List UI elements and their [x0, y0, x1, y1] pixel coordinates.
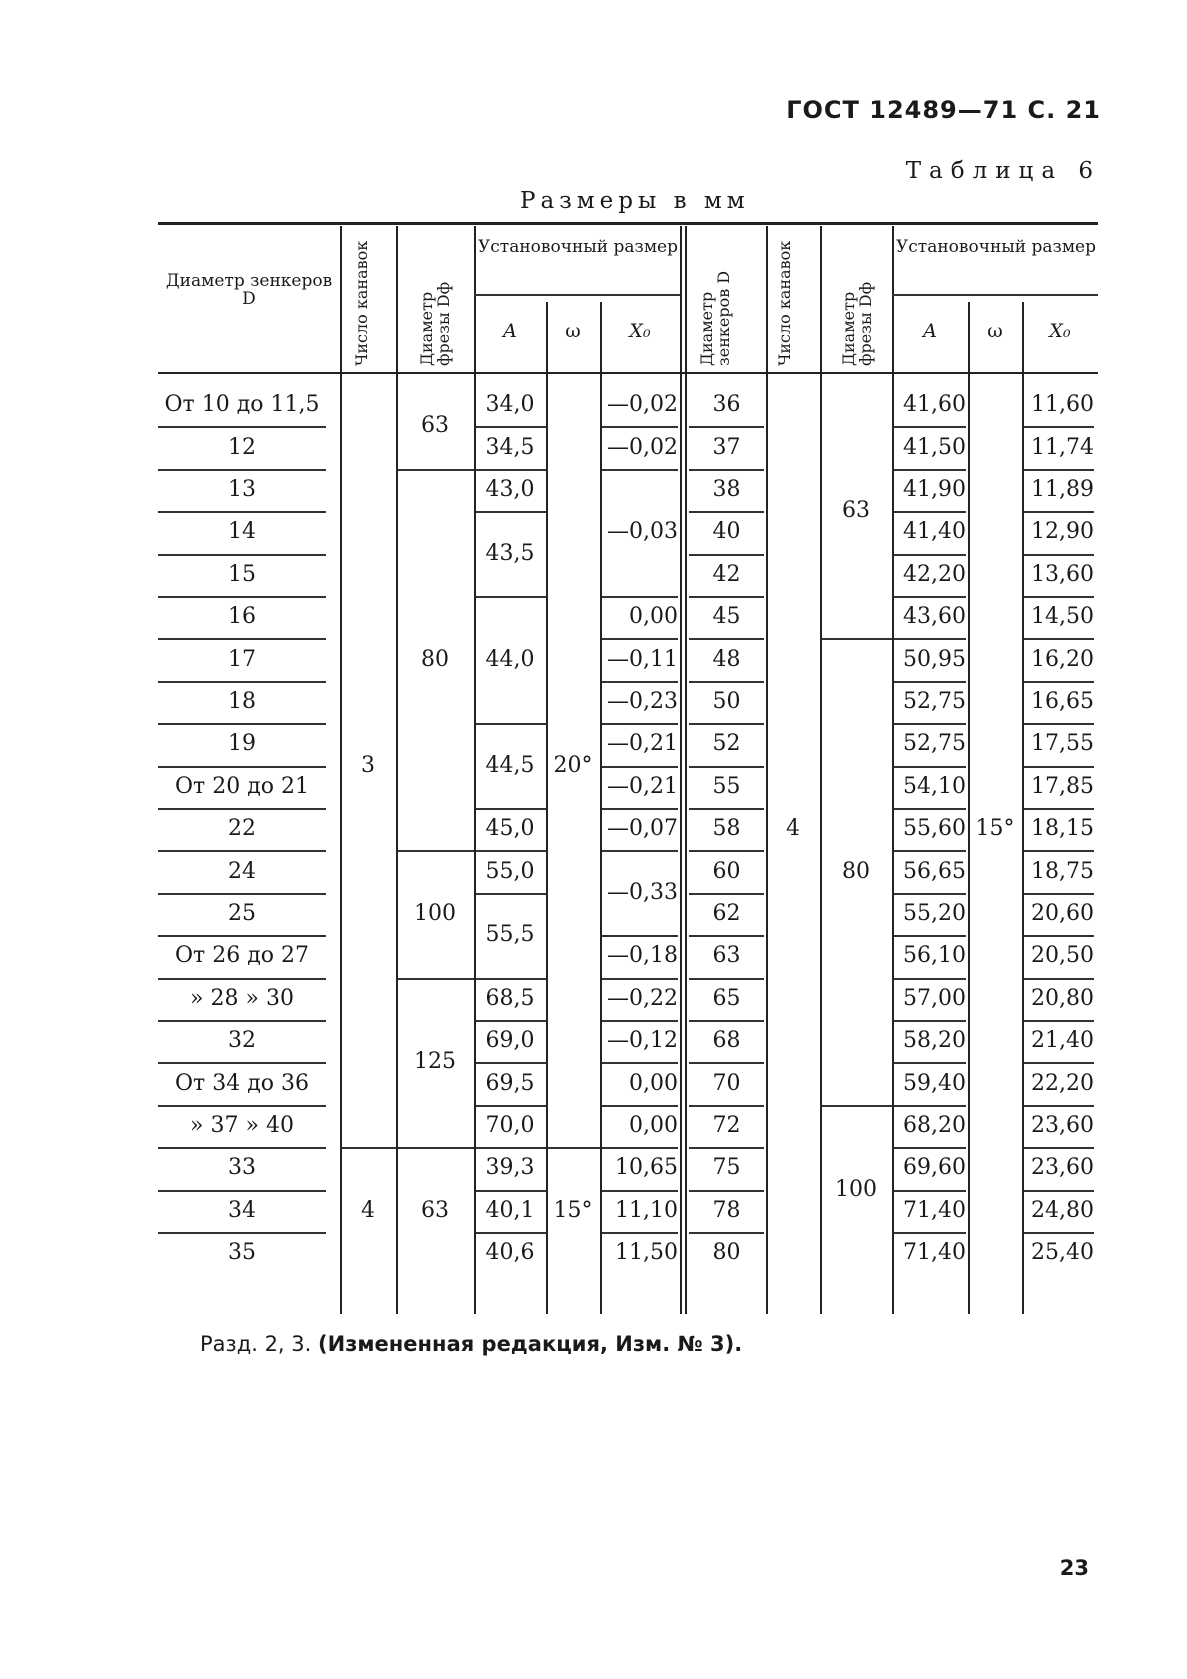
row-rule — [476, 469, 546, 471]
row-rule — [476, 893, 546, 895]
table-cell-diam2: 48 — [712, 646, 741, 672]
col-divider-double — [680, 226, 682, 1314]
row-rule — [476, 723, 546, 725]
table-cell-omega: 20° — [553, 752, 593, 778]
row-rule — [894, 766, 966, 768]
table-cell-a2: 55,60 — [903, 816, 966, 842]
col-header-a2: A — [923, 320, 937, 342]
row-rule — [602, 1105, 678, 1107]
row-rule — [398, 469, 474, 471]
table-cell-diam2: 42 — [712, 561, 741, 587]
row-rule — [894, 723, 966, 725]
table-cell-x02: 17,55 — [1031, 731, 1094, 757]
table-cell-diam: 13 — [228, 477, 256, 502]
row-rule — [476, 850, 546, 852]
table-cell-a: 45,0 — [485, 816, 535, 842]
table-cell-diam2: 58 — [712, 816, 741, 842]
row-rule — [398, 978, 474, 980]
table-cell-diam2: 78 — [712, 1197, 741, 1223]
table-cell-x02: 24,80 — [1031, 1197, 1094, 1223]
row-rule — [1024, 1105, 1094, 1107]
table-cell-a2: 41,90 — [903, 477, 966, 502]
units-caption: Размеры в мм — [520, 188, 750, 214]
row-rule — [1024, 723, 1094, 725]
table-cell-x0: —0,11 — [607, 646, 678, 672]
row-rule — [894, 469, 966, 471]
table-cell-x0: —0,21 — [607, 731, 678, 757]
row-rule — [158, 1020, 326, 1022]
row-rule — [822, 638, 892, 640]
row-rule — [476, 978, 546, 980]
col-header-omega: ω — [565, 320, 581, 342]
row-rule — [158, 1190, 326, 1192]
table-cell-diam2: 45 — [712, 604, 741, 630]
table-cell-diam2: 62 — [712, 901, 741, 926]
col-header-setting: Установочный размер — [477, 237, 678, 257]
row-rule — [689, 893, 764, 895]
row-rule — [1024, 426, 1094, 428]
row-rule — [689, 808, 764, 810]
col-header-cutter: Диаметр фрезы Dф — [417, 281, 453, 366]
row-rule — [1024, 554, 1094, 556]
table-cell-a2: 71,40 — [903, 1240, 966, 1266]
row-rule — [158, 808, 326, 810]
table-header-rule — [158, 372, 1098, 374]
document-reference: ГОСТ 12489—71 С. 21 — [786, 96, 1101, 124]
row-rule — [822, 1105, 892, 1107]
table-cell-cutter: 80 — [421, 646, 449, 672]
table-cell-x0: —0,21 — [607, 773, 678, 799]
table-cell-diam: От 34 до 36 — [175, 1070, 309, 1096]
table-cell-x0: —0,02 — [607, 392, 678, 418]
table-cell-grooves: 3 — [361, 752, 375, 778]
row-rule — [689, 1062, 764, 1064]
row-rule — [602, 469, 678, 471]
row-rule — [1024, 1147, 1094, 1149]
table-cell-a: 34,5 — [485, 434, 535, 460]
row-rule — [158, 978, 326, 980]
table-cell-a2: 52,75 — [903, 689, 966, 714]
row-rule — [476, 808, 546, 810]
row-rule — [689, 935, 764, 937]
table-cell-grooves: 4 — [361, 1197, 375, 1223]
table-cell-diam: От 10 до 11,5 — [164, 392, 320, 418]
row-rule — [689, 766, 764, 768]
row-rule — [602, 723, 678, 725]
table-cell-a: 40,1 — [485, 1197, 535, 1223]
row-rule — [1024, 978, 1094, 980]
table-cell-diam2: 68 — [712, 1028, 741, 1054]
row-rule — [602, 681, 678, 683]
table-cell-x02: 20,80 — [1031, 985, 1094, 1011]
table-cell-x02: 11,60 — [1031, 392, 1094, 418]
table-cell-x02: 20,60 — [1031, 901, 1094, 926]
table-cell-diam2: 60 — [712, 858, 741, 884]
row-rule — [689, 1232, 764, 1234]
table-cell-x02: 22,20 — [1031, 1070, 1094, 1096]
setting-subrule — [892, 294, 1098, 296]
row-rule — [602, 426, 678, 428]
row-rule — [1024, 766, 1094, 768]
table-cell-x02: 11,89 — [1031, 477, 1094, 502]
row-rule — [1024, 681, 1094, 683]
table-cell-cutter: 63 — [421, 413, 449, 439]
table-cell-a: 68,5 — [485, 985, 535, 1011]
table-cell-diam: 25 — [228, 901, 256, 926]
table-cell-diam2: 50 — [712, 689, 741, 714]
row-rule — [398, 850, 474, 852]
table-cell-diam: 33 — [228, 1155, 256, 1181]
table-cell-diam2: 55 — [712, 773, 741, 799]
table-cell-x02: 20,50 — [1031, 943, 1094, 969]
table-cell-omega2: 15° — [975, 816, 1015, 842]
table-cell-a2: 42,20 — [903, 561, 966, 587]
table-cell-diam2: 65 — [712, 985, 741, 1011]
table-cell-diam: » 37 » 40 — [190, 1113, 294, 1138]
table-cell-x02: 23,60 — [1031, 1155, 1094, 1181]
table-cell-a: 40,6 — [485, 1240, 535, 1266]
row-rule — [476, 1020, 546, 1022]
table-cell-cutter: 100 — [414, 901, 456, 926]
row-rule — [689, 850, 764, 852]
row-rule — [689, 469, 764, 471]
table-cell-a2: 58,20 — [903, 1028, 966, 1054]
row-rule — [1024, 1190, 1094, 1192]
row-rule — [689, 638, 764, 640]
table-cell-x02: 16,20 — [1031, 646, 1094, 672]
table-cell-diam: От 26 до 27 — [175, 943, 309, 969]
row-rule — [894, 808, 966, 810]
table-cell-a: 55,5 — [485, 922, 535, 948]
row-rule — [894, 893, 966, 895]
col-header-grooves2: Число канавок — [775, 240, 794, 366]
row-rule — [689, 554, 764, 556]
col-header-a: A — [503, 320, 517, 342]
col-header-x02: X₀ — [1049, 320, 1071, 342]
col-divider — [968, 302, 970, 1314]
col-divider — [892, 226, 894, 1314]
row-rule — [894, 596, 966, 598]
table-cell-x02: 14,50 — [1031, 604, 1094, 630]
table-cell-a2: 56,65 — [903, 858, 966, 884]
row-rule — [894, 978, 966, 980]
row-rule — [689, 426, 764, 428]
table-cell-x0: —0,23 — [607, 689, 678, 714]
col-header-setting2: Установочный размер — [895, 237, 1096, 257]
table-cell-x0: —0,33 — [607, 879, 678, 905]
row-rule — [158, 638, 326, 640]
table-cell-x02: 23,60 — [1031, 1113, 1094, 1138]
table-cell-x02: 13,60 — [1031, 561, 1094, 587]
table-cell-diam: 34 — [228, 1197, 256, 1223]
col-divider — [820, 226, 822, 1314]
row-rule — [602, 808, 678, 810]
col-divider — [766, 226, 768, 1314]
row-rule — [158, 469, 326, 471]
row-rule — [158, 554, 326, 556]
table-number: Таблица 6 — [905, 158, 1101, 184]
row-rule — [342, 1147, 396, 1149]
table-cell-a2: 54,10 — [903, 773, 966, 799]
row-rule — [894, 681, 966, 683]
table-cell-a: 70,0 — [485, 1113, 535, 1138]
table-cell-grooves2: 4 — [786, 816, 800, 842]
table-cell-diam: 32 — [228, 1028, 256, 1054]
table-cell-a2: 69,60 — [903, 1155, 966, 1181]
table-cell-diam2: 38 — [712, 477, 741, 502]
row-rule — [689, 978, 764, 980]
row-rule — [158, 681, 326, 683]
table-cell-x0: 0,00 — [629, 604, 678, 630]
table-cell-a2: 56,10 — [903, 943, 966, 969]
row-rule — [476, 1062, 546, 1064]
row-rule — [1024, 469, 1094, 471]
row-rule — [398, 1147, 474, 1149]
row-rule — [602, 1147, 678, 1149]
row-rule — [894, 1232, 966, 1234]
table-cell-x0: 10,65 — [615, 1155, 678, 1181]
table-cell-a: 44,5 — [485, 752, 535, 778]
table-cell-x02: 25,40 — [1031, 1240, 1094, 1266]
row-rule — [158, 766, 326, 768]
table-cell-a2: 41,50 — [903, 434, 966, 460]
table-cell-diam2: 80 — [712, 1240, 741, 1266]
table-cell-x0: 11,10 — [615, 1197, 678, 1223]
col-divider — [546, 302, 548, 1314]
row-rule — [158, 935, 326, 937]
table-cell-diam: 19 — [228, 731, 256, 757]
table-cell-a: 43,0 — [485, 477, 535, 502]
row-rule — [894, 426, 966, 428]
table-cell-diam2: 52 — [712, 731, 741, 757]
table-cell-a: 55,0 — [485, 858, 535, 884]
row-rule — [158, 596, 326, 598]
col-header-cutter2: Диаметр фрезы Dф — [839, 281, 875, 366]
table-cell-omega: 15° — [553, 1197, 593, 1223]
row-rule — [158, 723, 326, 725]
table-cell-a2: 52,75 — [903, 731, 966, 757]
row-rule — [158, 1232, 326, 1234]
col-header-x0: X₀ — [629, 320, 651, 342]
table-cell-diam: 18 — [228, 689, 256, 714]
row-rule — [602, 1020, 678, 1022]
row-rule — [476, 426, 546, 428]
row-rule — [689, 1190, 764, 1192]
setting-subrule — [474, 294, 680, 296]
row-rule — [476, 1105, 546, 1107]
row-rule — [602, 596, 678, 598]
table-cell-diam: 24 — [228, 858, 256, 884]
row-rule — [602, 850, 678, 852]
table-cell-x02: 18,15 — [1031, 816, 1094, 842]
table-cell-x02: 18,75 — [1031, 858, 1094, 884]
col-header-diam: Диаметр зенкеров D — [165, 271, 333, 309]
row-rule — [1024, 935, 1094, 937]
col-header-grooves: Число канавок — [352, 240, 371, 366]
page-number: 23 — [1059, 1556, 1089, 1580]
dimension-table — [158, 222, 1098, 1322]
row-rule — [158, 893, 326, 895]
table-cell-x0: —0,07 — [607, 816, 678, 842]
row-rule — [602, 638, 678, 640]
table-cell-x0: 0,00 — [629, 1070, 678, 1096]
table-cell-x0: —0,02 — [607, 434, 678, 460]
table-cell-diam: 17 — [228, 646, 256, 672]
row-rule — [894, 1020, 966, 1022]
table-cell-x02: 11,74 — [1031, 434, 1094, 460]
table-cell-a: 43,5 — [485, 540, 535, 566]
table-cell-a: 34,0 — [485, 392, 535, 418]
row-rule — [158, 1062, 326, 1064]
row-rule — [1024, 596, 1094, 598]
table-cell-a2: 59,40 — [903, 1070, 966, 1096]
row-rule — [476, 1232, 546, 1234]
table-cell-diam2: 36 — [712, 392, 741, 418]
table-cell-diam: 22 — [228, 816, 256, 842]
table-cell-a2: 41,60 — [903, 392, 966, 418]
row-rule — [158, 426, 326, 428]
row-rule — [894, 935, 966, 937]
row-rule — [689, 1147, 764, 1149]
row-rule — [1024, 893, 1094, 895]
table-cell-diam2: 70 — [712, 1070, 741, 1096]
col-header-diam2: Диаметр зенкеров D — [697, 270, 733, 366]
table-cell-diam2: 37 — [712, 434, 741, 460]
table-cell-a: 39,3 — [485, 1155, 535, 1181]
row-rule — [1024, 808, 1094, 810]
row-rule — [894, 850, 966, 852]
col-divider — [396, 226, 398, 1314]
table-cell-x0: —0,18 — [607, 943, 678, 969]
table-cell-x0: 0,00 — [629, 1113, 678, 1138]
table-cell-a: 69,5 — [485, 1070, 535, 1096]
row-rule — [1024, 1232, 1094, 1234]
amendment-note: Разд. 2, 3. (Измененная редакция, Изм. № 3). — [200, 1332, 743, 1356]
table-cell-a2: 55,20 — [903, 901, 966, 926]
row-rule — [689, 511, 764, 513]
row-rule — [894, 1190, 966, 1192]
col-divider-double — [685, 226, 687, 1314]
table-cell-a2: 41,40 — [903, 519, 966, 545]
table-cell-x02: 12,90 — [1031, 519, 1094, 545]
row-rule — [894, 554, 966, 556]
row-rule — [476, 596, 546, 598]
table-cell-diam: 16 — [228, 604, 256, 630]
row-rule — [602, 766, 678, 768]
row-rule — [602, 1062, 678, 1064]
row-rule — [158, 1147, 326, 1149]
row-rule — [689, 596, 764, 598]
table-cell-a2: 43,60 — [903, 604, 966, 630]
row-rule — [602, 1190, 678, 1192]
row-rule — [689, 1020, 764, 1022]
table-cell-cutter2: 80 — [842, 858, 870, 884]
row-rule — [1024, 1062, 1094, 1064]
table-top-rule — [158, 222, 1098, 225]
table-cell-diam: От 20 до 21 — [175, 773, 309, 799]
table-cell-a2: 50,95 — [903, 646, 966, 672]
table-cell-x0: —0,03 — [607, 519, 678, 545]
row-rule — [476, 511, 546, 513]
row-rule — [602, 935, 678, 937]
table-cell-a2: 68,20 — [903, 1113, 966, 1138]
row-rule — [689, 1105, 764, 1107]
row-rule — [894, 511, 966, 513]
table-cell-cutter2: 63 — [842, 498, 870, 524]
row-rule — [894, 1105, 966, 1107]
row-rule — [894, 638, 966, 640]
row-rule — [689, 723, 764, 725]
table-cell-a: 69,0 — [485, 1028, 535, 1054]
table-cell-a2: 57,00 — [903, 985, 966, 1011]
row-rule — [894, 1062, 966, 1064]
table-cell-diam: 12 — [228, 434, 256, 460]
table-cell-a2: 71,40 — [903, 1197, 966, 1223]
row-rule — [1024, 638, 1094, 640]
row-rule — [158, 1105, 326, 1107]
table-cell-diam: 35 — [228, 1240, 256, 1266]
row-rule — [548, 1147, 600, 1149]
row-rule — [602, 978, 678, 980]
row-rule — [158, 850, 326, 852]
row-rule — [1024, 850, 1094, 852]
table-cell-x0: —0,22 — [607, 985, 678, 1011]
table-cell-diam2: 72 — [712, 1113, 741, 1138]
table-cell-diam2: 63 — [712, 943, 741, 969]
table-cell-diam: » 28 » 30 — [190, 985, 294, 1011]
row-rule — [689, 681, 764, 683]
row-rule — [894, 1147, 966, 1149]
table-cell-diam2: 40 — [712, 519, 741, 545]
col-header-omega2: ω — [987, 320, 1003, 342]
table-cell-diam: 15 — [228, 561, 256, 587]
row-rule — [158, 511, 326, 513]
table-cell-x02: 17,85 — [1031, 773, 1094, 799]
table-cell-diam: 14 — [228, 519, 256, 545]
table-cell-x02: 16,65 — [1031, 689, 1094, 714]
table-cell-a: 44,0 — [485, 646, 535, 672]
row-rule — [1024, 1020, 1094, 1022]
row-rule — [602, 1232, 678, 1234]
table-cell-x0: —0,12 — [607, 1028, 678, 1054]
table-cell-x0: 11,50 — [615, 1240, 678, 1266]
row-rule — [1024, 511, 1094, 513]
table-cell-diam2: 75 — [712, 1155, 741, 1181]
row-rule — [476, 1190, 546, 1192]
table-cell-x02: 21,40 — [1031, 1028, 1094, 1054]
table-cell-cutter: 125 — [414, 1049, 456, 1075]
table-cell-cutter2: 100 — [835, 1176, 877, 1202]
table-cell-cutter: 63 — [421, 1197, 449, 1223]
row-rule — [476, 1147, 546, 1149]
